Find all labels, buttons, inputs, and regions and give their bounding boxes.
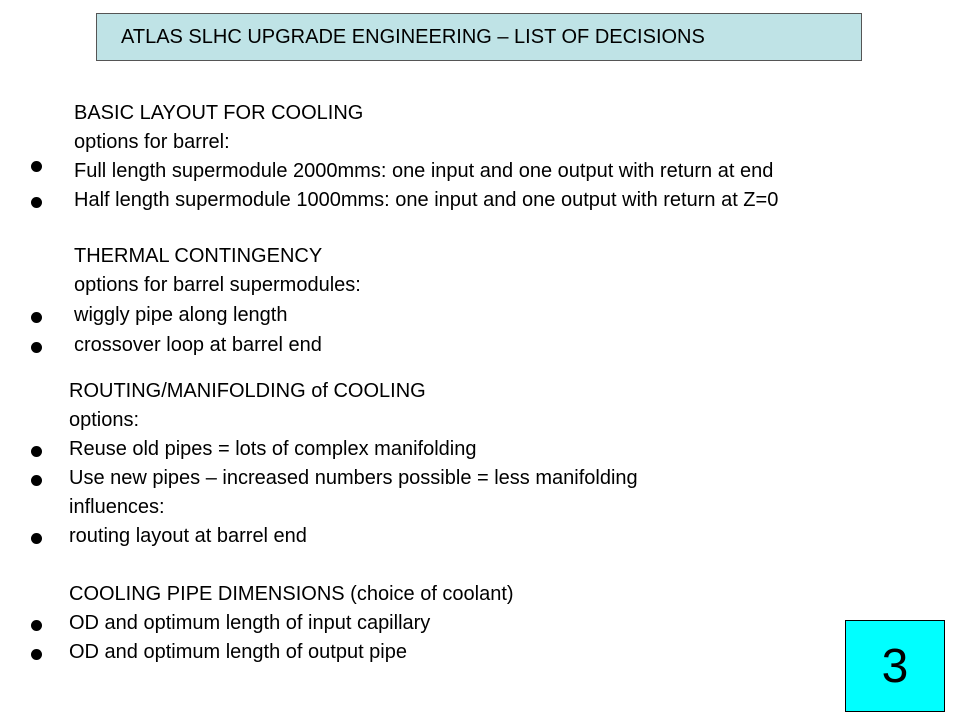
list-item: wiggly pipe along length (74, 304, 288, 326)
list-item: OD and optimum length of output pipe (69, 641, 407, 663)
section-heading: ROUTING/MANIFOLDING of COOLING (69, 380, 426, 402)
bullet-dot (31, 342, 42, 353)
section-subheading: options: (69, 409, 140, 431)
section-subheading: options for barrel: (74, 131, 230, 153)
page-title: ATLAS SLHC UPGRADE ENGINEERING – LIST OF DECISIONS (121, 26, 705, 48)
bullet-dot (31, 312, 42, 323)
bullet-dot (31, 475, 42, 486)
section-subheading: options for barrel supermodules: (74, 274, 361, 296)
section-heading: COOLING PIPE DIMENSIONS (choice of coolant) (69, 583, 514, 605)
bullet-dot (31, 446, 42, 457)
list-item: Half length supermodule 1000mms: one input and one output with return at Z=0 (74, 189, 779, 211)
title-banner (96, 13, 862, 61)
list-item: Reuse old pipes = lots of complex manifolding (69, 438, 477, 460)
section-heading: BASIC LAYOUT FOR COOLING (74, 102, 364, 124)
section-subheading: influences: (69, 496, 165, 518)
section-heading: THERMAL CONTINGENCY (74, 245, 323, 267)
bullet-dot (31, 161, 42, 172)
page-number-box (845, 620, 945, 712)
list-item: OD and optimum length of input capillary (69, 612, 431, 634)
list-item: routing layout at barrel end (69, 525, 307, 547)
list-item: Full length supermodule 2000mms: one input and one output with return at end (74, 160, 774, 182)
bullet-dot (31, 649, 42, 660)
bullet-dot (31, 620, 42, 631)
bullet-dot (31, 197, 42, 208)
page-number: 3 (881, 639, 909, 693)
bullet-dot (31, 533, 42, 544)
list-item: Use new pipes – increased numbers possible = less manifolding (69, 467, 638, 489)
list-item: crossover loop at barrel end (74, 334, 322, 356)
